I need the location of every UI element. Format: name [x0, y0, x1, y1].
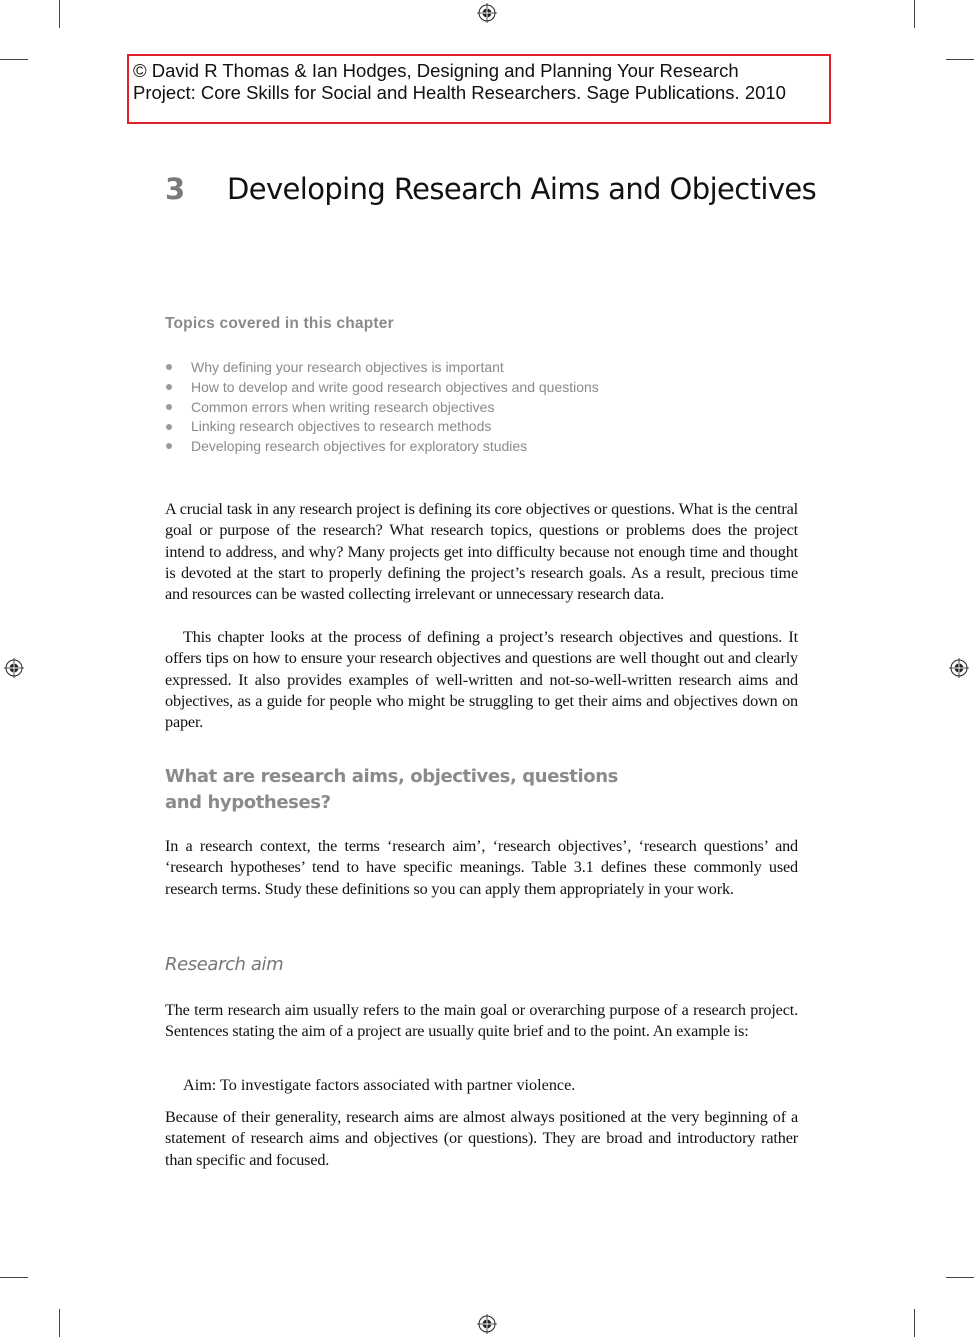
topics-list — [165, 358, 599, 457]
crop-mark — [946, 1277, 974, 1278]
subsection-heading: Research aim — [165, 954, 284, 975]
bullet-icon — [166, 404, 172, 410]
crop-mark — [0, 1277, 28, 1278]
list-item — [165, 398, 599, 418]
bullet-icon — [166, 424, 172, 430]
chapter-title: Developing Research Aims and Objectives — [227, 172, 817, 206]
topic-text: Common errors when writing research objectives — [191, 398, 495, 415]
registration-mark-icon — [477, 3, 497, 23]
topic-text: How to develop and write good research objectives and questions — [191, 378, 599, 395]
intro-paragraph: A crucial task in any research project is defining its core objectives or questions. What is the central goal or purpose of the research? What research topics, questions or problems does the project intend to address, and why? Many projects get into difficulty because not enough time and thought is devoted at the start to properly defining the project’s research goals. As a result, precious time and resources can be wasted collecting irrelevant or unnecessary research data. — [165, 500, 798, 604]
crop-mark — [59, 0, 60, 28]
aim-example: Aim: To investigate factors associated with partner violence. — [183, 1076, 576, 1094]
crop-mark — [914, 0, 915, 28]
registration-mark-icon — [477, 1314, 497, 1334]
list-item — [165, 358, 599, 378]
registration-mark-icon — [4, 658, 24, 678]
copyright-line: © David R Thomas & Ian Hodges, Designing and Planning Your Research — [133, 60, 739, 81]
topic-text: Why defining your research objectives is important — [191, 359, 504, 375]
list-item — [165, 417, 599, 437]
section-heading — [165, 764, 765, 815]
copyright-line: Project: Core Skills for Social and Health Researchers. Sage Publications. 2010 — [133, 82, 786, 103]
section-heading-line: and hypotheses? — [165, 791, 331, 813]
list-item — [165, 437, 599, 457]
topic-text: Linking research objectives to research methods — [191, 418, 492, 435]
bullet-icon — [166, 443, 172, 449]
list-item — [165, 378, 599, 398]
section-heading-line: What are research aims, objectives, questions — [165, 766, 618, 787]
copyright-notice — [127, 54, 831, 124]
bullet-icon — [166, 364, 172, 370]
subsection-paragraph: The term research aim usually refers to the main goal or overarching purpose of a research project. Sentences stating the aim of a project are usually quite brief and to the point. An example is: — [165, 1001, 798, 1041]
crop-mark — [59, 1309, 60, 1337]
registration-mark-icon — [949, 658, 969, 678]
chapter-heading — [165, 172, 845, 206]
topics-heading: Topics covered in this chapter — [165, 315, 394, 332]
crop-mark — [0, 59, 28, 60]
crop-mark — [914, 1309, 915, 1337]
crop-mark — [946, 59, 974, 60]
intro-paragraph: This chapter looks at the process of defining a project’s research objectives and questions. It offers tips on how to ensure your research objectives and questions are well thought out and clearly expressed. It also provides examples of well-written and not-so-well-written research aims and objectives, as a guide for people who might be struggling to get their aims and objectives down on paper. — [165, 628, 798, 732]
chapter-number: 3 — [165, 172, 185, 206]
bullet-icon — [166, 384, 172, 390]
topic-text: Developing research objectives for exploratory studies — [191, 438, 528, 455]
section-paragraph: In a research context, the terms ‘research aim’, ‘research objectives’, ‘research questions’ and ‘research hypotheses’ tend to have specific meanings. Table 3.1 defines these commonly used research terms. Study these definitions so you can apply them appropriately in your work. — [165, 837, 798, 898]
subsection-paragraph: Because of their generality, research aims are almost always positioned at the very beginning of a statement of research aims and objectives (or questions). They are broad and introductory rather than specific and focused. — [165, 1108, 798, 1169]
